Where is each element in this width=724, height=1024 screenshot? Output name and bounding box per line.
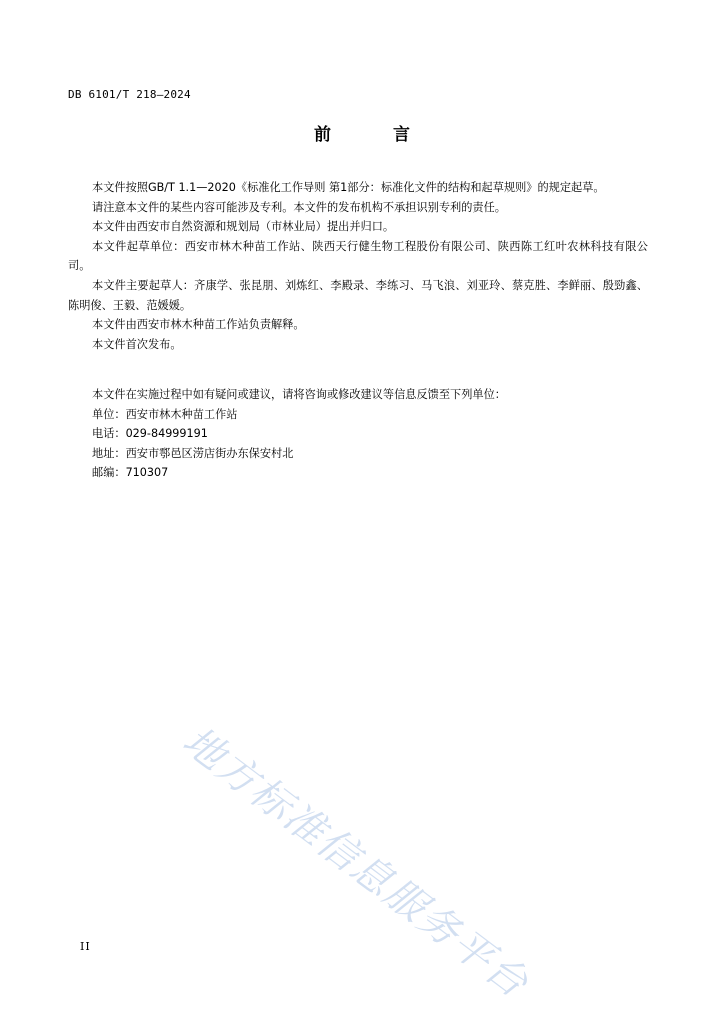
contact-unit: 单位：西安市林木种苗工作站 [92,407,238,421]
contact-phone: 电话：029-84999191 [92,427,208,441]
standard-number: DB 6101/T 218—2024 [68,88,191,101]
paragraph-interpretation: 本文件由西安市林木种苗工作站负责解释。 [92,318,305,332]
foreword-body [68,178,648,354]
paragraph-proposer: 本文件由西安市自然资源和规划局（市林业局）提出并归口。 [92,220,395,234]
paragraph-patent-notice: 请注意本文件的某些内容可能涉及专利。本文件的发布机构不承担识别专利的责任。 [92,200,506,214]
paragraph-first-release: 本文件首次发布。 [92,337,182,351]
contact-intro: 本文件在实施过程中如有疑问或建议，请将咨询或修改建议等信息反馈至下列单位： [92,388,506,401]
page-title: 前 言 [314,125,438,145]
contact-postcode: 邮编：710307 [92,466,169,480]
paragraph-drafters: 本文件主要起草人：齐康学、张昆朋、刘炼红、李殿录、李练习、马飞浪、刘亚玲、蔡克胜、李鲜丽、殷勁鑫、陈明俊、王毅、范媛媛。 [68,278,648,312]
paragraph-drafting-rules: 本文件按照GB/T 1.1—2020《标准化工作导则 第1部分：标准化文件的结构和起草规则》的规定起草。 [92,181,605,194]
page-number: II [80,940,91,953]
watermark: 地方标准信息服务平台 [174,717,538,1008]
contact-address: 地址：西安市鄠邑区涝店街办东保安村北 [92,446,294,460]
paragraph-drafting-units: 本文件起草单位：西安市林木种苗工作站、陕西天行健生物工程股份有限公司、陕西陈工红叶农林科技有限公司。 [68,239,648,273]
contact-section [68,385,648,483]
